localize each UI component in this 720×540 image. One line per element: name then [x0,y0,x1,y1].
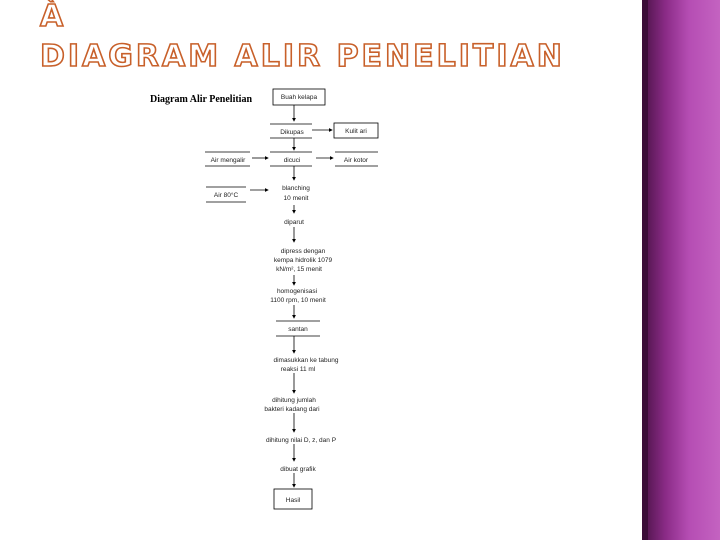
step-dihitung-bakteri-1: dihitung jumlah [272,397,316,404]
step-hasil: Hasil [285,497,301,504]
step-santan: santan [288,326,308,333]
step-dipress-3: kN/m², 15 menit [276,266,322,273]
step-blanching: blanching [282,185,310,192]
step-dibuat-grafik: dibuat grafik [280,466,316,473]
step-diparut: diparut [284,219,304,226]
step-homogenisasi: homogenisasi [276,288,318,295]
step-dimasukkan-1: dimasukkan ke tabung [273,357,339,364]
flowchart-heading: Diagram Alir Penelitian [150,94,253,105]
step-dihitung-nilai: dihitung nilai D, z, dan P [265,437,337,444]
input-air-80c: Air 80°C [213,192,239,199]
slide-title-accent: À [40,0,67,34]
step-dimasukkan-2: reaksi 11 ml [280,366,316,373]
step-dipress-1: dipress dengan [280,248,326,255]
step-dicuci: dicuci [283,157,301,164]
slide-title: DIAGRAM ALIR PENELITIAN [40,39,565,74]
step-dikupas: Dikupas [280,129,304,136]
step-dihitung-bakteri-2: bakteri kadang dari [264,406,320,413]
output-air-kotor: Air kotor [343,157,369,164]
output-kulit-ari: Kulit ari [345,128,367,135]
step-dipress-2: kempa hidrolik 1079 [273,257,333,264]
input-air-mengalir: Air mengalir [210,157,246,164]
step-buah-kelapa: Buah kelapa [280,94,318,101]
step-blanching-time: 10 menit [283,195,309,202]
step-homogenisasi-params: 1100 rpm, 10 menit [270,297,326,304]
